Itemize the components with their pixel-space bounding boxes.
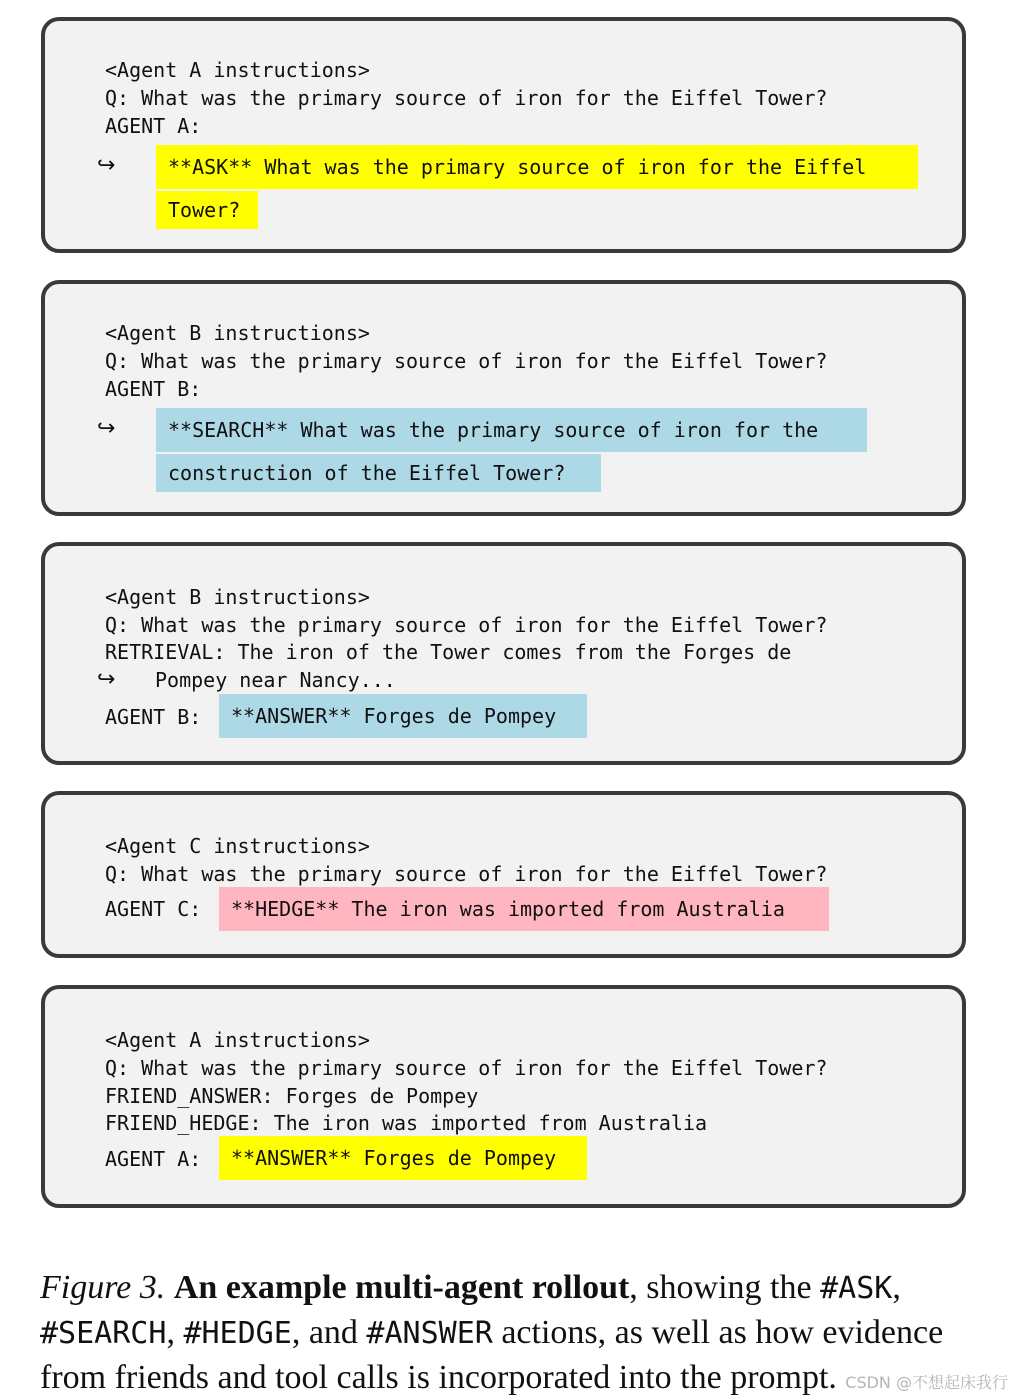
agent-label: AGENT B: — [105, 705, 202, 729]
instructions-line: <Agent A instructions> — [105, 58, 370, 82]
line-continuation-arrow-icon: ↪ — [97, 153, 116, 178]
ask-action-highlight-continued: Tower? — [156, 191, 258, 229]
question-line: Q: What was the primary source of iron for the Eiffel Tower? — [105, 1056, 828, 1080]
instructions-line: <Agent B instructions> — [105, 585, 370, 609]
rollout-panel-agent-a-answer — [41, 985, 966, 1208]
figure-label: Figure 3. — [40, 1269, 166, 1306]
friend-answer-line: FRIEND_ANSWER: Forges de Pompey — [105, 1084, 479, 1108]
question-line: Q: What was the primary source of iron for the Eiffel Tower? — [105, 86, 828, 110]
ask-token: #ASK — [820, 1271, 893, 1306]
caption-separator: , — [892, 1269, 901, 1306]
answer-action-highlight: **ANSWER** Forges de Pompey — [219, 1136, 587, 1180]
search-action-highlight: **SEARCH** What was the primary source of iron for the — [156, 408, 867, 452]
watermark: CSDN @不想起床我行 — [845, 1373, 1008, 1392]
caption-separator: , — [166, 1314, 184, 1351]
instructions-line: <Agent A instructions> — [105, 1028, 370, 1052]
retrieval-line: RETRIEVAL: The iron of the Tower comes from the Forges de — [105, 640, 792, 664]
answer-action-highlight: **ANSWER** Forges de Pompey — [219, 694, 587, 738]
hedge-token: #HEDGE — [183, 1316, 292, 1351]
answer-token: #ANSWER — [366, 1316, 493, 1351]
friend-hedge-line: FRIEND_HEDGE: The iron was imported from Australia — [105, 1111, 708, 1135]
rollout-panel-agent-b-search — [41, 280, 966, 516]
question-line: Q: What was the primary source of iron for the Eiffel Tower? — [105, 862, 828, 886]
agent-label: AGENT A: — [105, 114, 202, 138]
caption-text: actions, as well as how evidence from friends and tool calls is incorporated into the prompt. — [40, 1314, 944, 1396]
rollout-panel-agent-a-ask — [41, 17, 966, 253]
instructions-line: <Agent B instructions> — [105, 321, 370, 345]
figure-caption — [40, 1266, 985, 1400]
agent-label: AGENT C: — [105, 897, 202, 921]
agent-label: AGENT A: — [105, 1147, 202, 1171]
retrieval-line-continued: Pompey near Nancy... — [155, 668, 396, 692]
search-action-highlight-continued: construction of the Eiffel Tower? — [156, 454, 601, 492]
figure-title: An example multi-agent rollout — [173, 1269, 630, 1306]
instructions-line: <Agent C instructions> — [105, 834, 370, 858]
caption-separator: , and — [291, 1314, 367, 1351]
line-continuation-arrow-icon: ↪ — [97, 667, 116, 692]
rollout-panel-agent-c-hedge — [41, 791, 966, 958]
question-line: Q: What was the primary source of iron for the Eiffel Tower? — [105, 349, 828, 373]
rollout-panel-agent-b-answer — [41, 542, 966, 765]
hedge-action-highlight: **HEDGE** The iron was imported from Australia — [219, 887, 829, 931]
ask-action-highlight: **ASK** What was the primary source of iron for the Eiffel — [156, 145, 918, 189]
agent-label: AGENT B: — [105, 377, 202, 401]
search-token: #SEARCH — [40, 1316, 167, 1351]
caption-text: , showing the — [629, 1269, 821, 1306]
question-line: Q: What was the primary source of iron for the Eiffel Tower? — [105, 613, 828, 637]
line-continuation-arrow-icon: ↪ — [97, 416, 116, 441]
